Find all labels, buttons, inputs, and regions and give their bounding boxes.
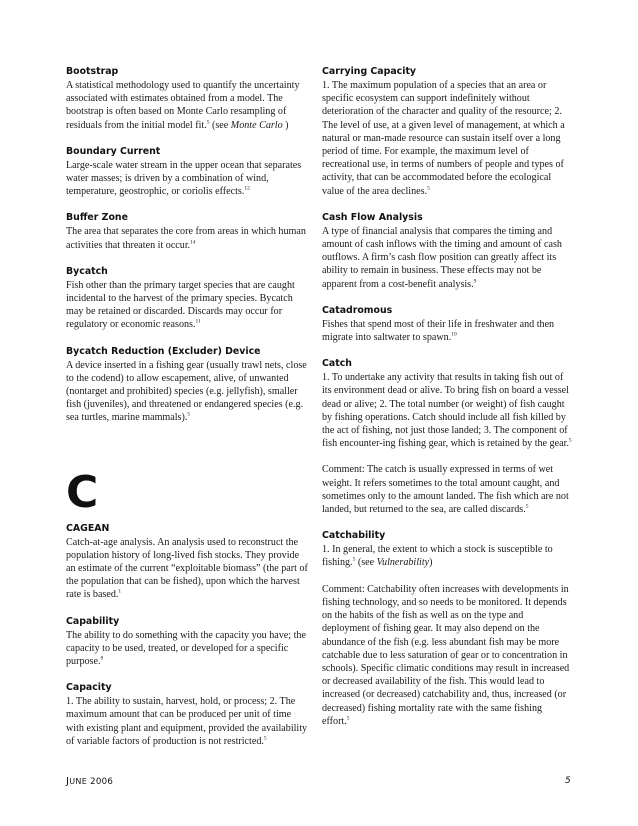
glossary-term: Cash Flow Analysis: [322, 211, 423, 223]
definition-paragraph: [322, 463, 572, 516]
glossary-term: Catadromous: [322, 304, 393, 316]
footer-date: [66, 776, 113, 787]
glossary-definition: [322, 225, 572, 291]
definition-text: 1. To undertake any activity that results in taking fish out of its environment dead or alive. To bring fish on board a vessel dead or alive; 2. The total number (or weight) of fish caught by fishing operations. Catch should include all fish killed by the act of fishing, not just those landed; 3. The component of fish encounter-ing fishing gear, which is retained by the gear.: [322, 372, 569, 450]
definition-text: Fish other than the primary target species that are caught incidental to the harvest of the primary species. Bycatch may be retained or discarded. Discards may occur for regulatory or economic reasons.: [66, 279, 295, 331]
footer-month-initial: J: [66, 776, 70, 787]
reference-number: 9: [473, 278, 477, 285]
glossary-entry: [322, 305, 572, 344]
glossary-entry: [322, 212, 572, 291]
c-entries: [66, 523, 311, 748]
definition-paragraph: [322, 318, 572, 344]
definition-text: The ability to do something with the capacity you have; the capacity to be used, treated, or developed for a specific purpose.: [66, 629, 306, 668]
definition-text: Comment: The catch is usually expressed in terms of wet weight. It refers sometimes to the total amount caught, and sometimes only to the amount landed. The fish which are not landed, but returned to the sea, are called discards.: [322, 464, 569, 516]
reference-number: 5: [263, 735, 267, 742]
glossary-entry: [66, 616, 311, 669]
glossary-term: Carrying Capacity: [322, 66, 417, 77]
glossary-term: Buffer Zone: [66, 212, 128, 224]
reference-number: 1: [118, 589, 122, 596]
glossary-definition: [322, 318, 572, 344]
reference-number: 14: [190, 239, 196, 246]
reference-number: 5: [352, 557, 356, 564]
glossary-definition: [66, 279, 311, 332]
definition-text: A type of financial analysis that compares the timing and amount of cash inflows with the timing and amount of cash outflows. A firm’s cash flow position can greatly affect its ability to remain in business. These effects may not be apparent from a cost-benefit analysis.: [322, 225, 562, 290]
definition-text: Catch-at-age analysis. An analysis used to reconstruct the population history of long-lived fish stocks. They provide an estimate of the current “exploitable biomass” (the part of the population that can be fished), upon which the harvest rate is based.: [66, 536, 308, 601]
definition-paragraph: [66, 159, 311, 199]
glossary-definition: [66, 536, 311, 602]
glossary-term: CAGEAN: [66, 522, 110, 534]
definition-paragraph: [66, 79, 311, 132]
left-column: [66, 66, 311, 762]
definition-text: ): [429, 557, 433, 569]
glossary-entry: [66, 146, 311, 199]
glossary-term: Bootstrap: [66, 66, 119, 77]
definition-text: A statistical methodology used to quantify the uncertainty associated with estimates obtained from a model. The bootstrap is often based on Monte Carlo resampling of residuals from the initial model fit.: [66, 80, 300, 131]
page-number: 5: [565, 776, 571, 786]
definition-text: 1. In general, the extent to which a stock is susceptible to fishing.: [322, 544, 553, 569]
definition-text: (see: [355, 557, 377, 569]
reference-number: 5: [187, 412, 191, 419]
section-letter: C: [66, 466, 99, 518]
glossary-definition: [66, 359, 311, 425]
reference-number: 5: [525, 503, 529, 510]
footer-year: 2006: [90, 777, 114, 787]
glossary-entry: [66, 212, 311, 251]
definition-text: (see: [209, 119, 231, 131]
definition-text: The area that separates the core from areas in which human activities that threaten it occur.: [66, 226, 306, 251]
definition-paragraph: [322, 371, 572, 450]
glossary-definition: [66, 79, 311, 132]
glossary-entry: [66, 346, 311, 425]
glossary-entry: [322, 66, 572, 198]
definition-text: 1. The ability to sustain, harvest, hold, or process; 2. The maximum amount that can be produced per unit of time with existing plant and equipment, provided the availability of variable factors of production is not restricted.: [66, 696, 308, 747]
reference-number: 5: [568, 437, 572, 444]
definition-paragraph: [66, 359, 311, 425]
reference-number: 5: [427, 185, 430, 192]
glossary-entry: [66, 523, 311, 602]
reference-number: 12: [244, 185, 250, 192]
reference-number: 10: [451, 331, 457, 338]
glossary-term: Boundary Current: [66, 145, 161, 157]
glossary-term: Catch: [322, 358, 352, 370]
glossary-entry: [66, 266, 311, 332]
definition-paragraph: [322, 225, 572, 291]
definition-paragraph: [66, 279, 311, 332]
right-column: [322, 66, 572, 742]
definition-paragraph: [66, 536, 311, 602]
definition-paragraph: [66, 695, 311, 748]
definition-text: 1. The maximum population of a species that an area or specific ecosystem can support indefinitely without deterioration of the character and quality of the resource; 2. The level of use, at a given level of management, at which a natural or man-made resource can sustain itself over a long period of time. For example, the maximum level of recreational use, in terms of numbers of people and types of activity, that can be accommodated before the ecological value of the area declines.: [322, 80, 565, 197]
definition-paragraph: [66, 225, 311, 251]
glossary-entry: [322, 530, 572, 728]
reference-number: 5: [206, 119, 210, 126]
definition-text: ): [282, 119, 289, 131]
definition-text: Fishes that spend most of their life in freshwater and then migrate into saltwater to spawn.: [322, 318, 555, 344]
definition-paragraph: [66, 629, 311, 669]
definition-text: Large-scale water stream in the upper ocean that separates water masses; is driven by a combination of wind, temperature, geostrophic, or coriolis effects.: [66, 159, 302, 198]
glossary-entry: [66, 682, 311, 748]
definition-text: A device inserted in a fishing gear (usually trawl nets, close to the codend) to allow escapement, alive, of unwanted (nontarget and prohibited) species (e.g. jellyfish), smaller fish (juveniles), and threatened or endangered species (e.g. sea turtles, marine mammals).: [66, 359, 307, 424]
glossary-entry: [322, 358, 572, 516]
reference-number: 11: [195, 319, 201, 326]
reference-number: 5: [346, 715, 350, 722]
definition-paragraph: [322, 583, 572, 728]
cross-reference: Monte Carlo: [230, 119, 283, 131]
glossary-definition: [322, 371, 572, 516]
footer-month-rest: UNE: [69, 777, 88, 786]
b-entries: [66, 66, 311, 425]
glossary-term: Capability: [66, 615, 120, 627]
glossary-term: Catchability: [322, 530, 386, 542]
reference-number: 8: [100, 655, 104, 662]
glossary-term: Bycatch: [66, 265, 108, 277]
definition-text: Comment: Catchability often increases with developments in fishing technology, and so needs to be monitored. It depends on the habits of the fish as well as on the type and deployment of fishing gear. It may also depend on the abundance of the fish (e.g. less abundant fish may be more catchable due to less saturation of gear or to concentration in schools). Specific climatic conditions may result in increased or decreased availability of the fish. This would lead to increased (or decreased) catchability and, thus, increased (or decreased) fishing mortality rate with the same fishing effort.: [322, 583, 570, 727]
glossary-definition: [66, 629, 311, 669]
glossary-term: Capacity: [66, 682, 112, 694]
glossary-definition: [66, 695, 311, 748]
definition-paragraph: [322, 79, 572, 198]
glossary-term: Bycatch Reduction (Excluder) Device: [66, 345, 261, 357]
glossary-definition: [66, 159, 311, 199]
glossary-definition: [66, 225, 311, 251]
cross-reference: Vulnerability: [376, 557, 430, 569]
glossary-definition: [322, 79, 572, 198]
definition-paragraph: [322, 543, 572, 569]
glossary-entry: [66, 66, 311, 132]
c-entries-continued: [322, 66, 572, 728]
glossary-definition: [322, 543, 572, 728]
